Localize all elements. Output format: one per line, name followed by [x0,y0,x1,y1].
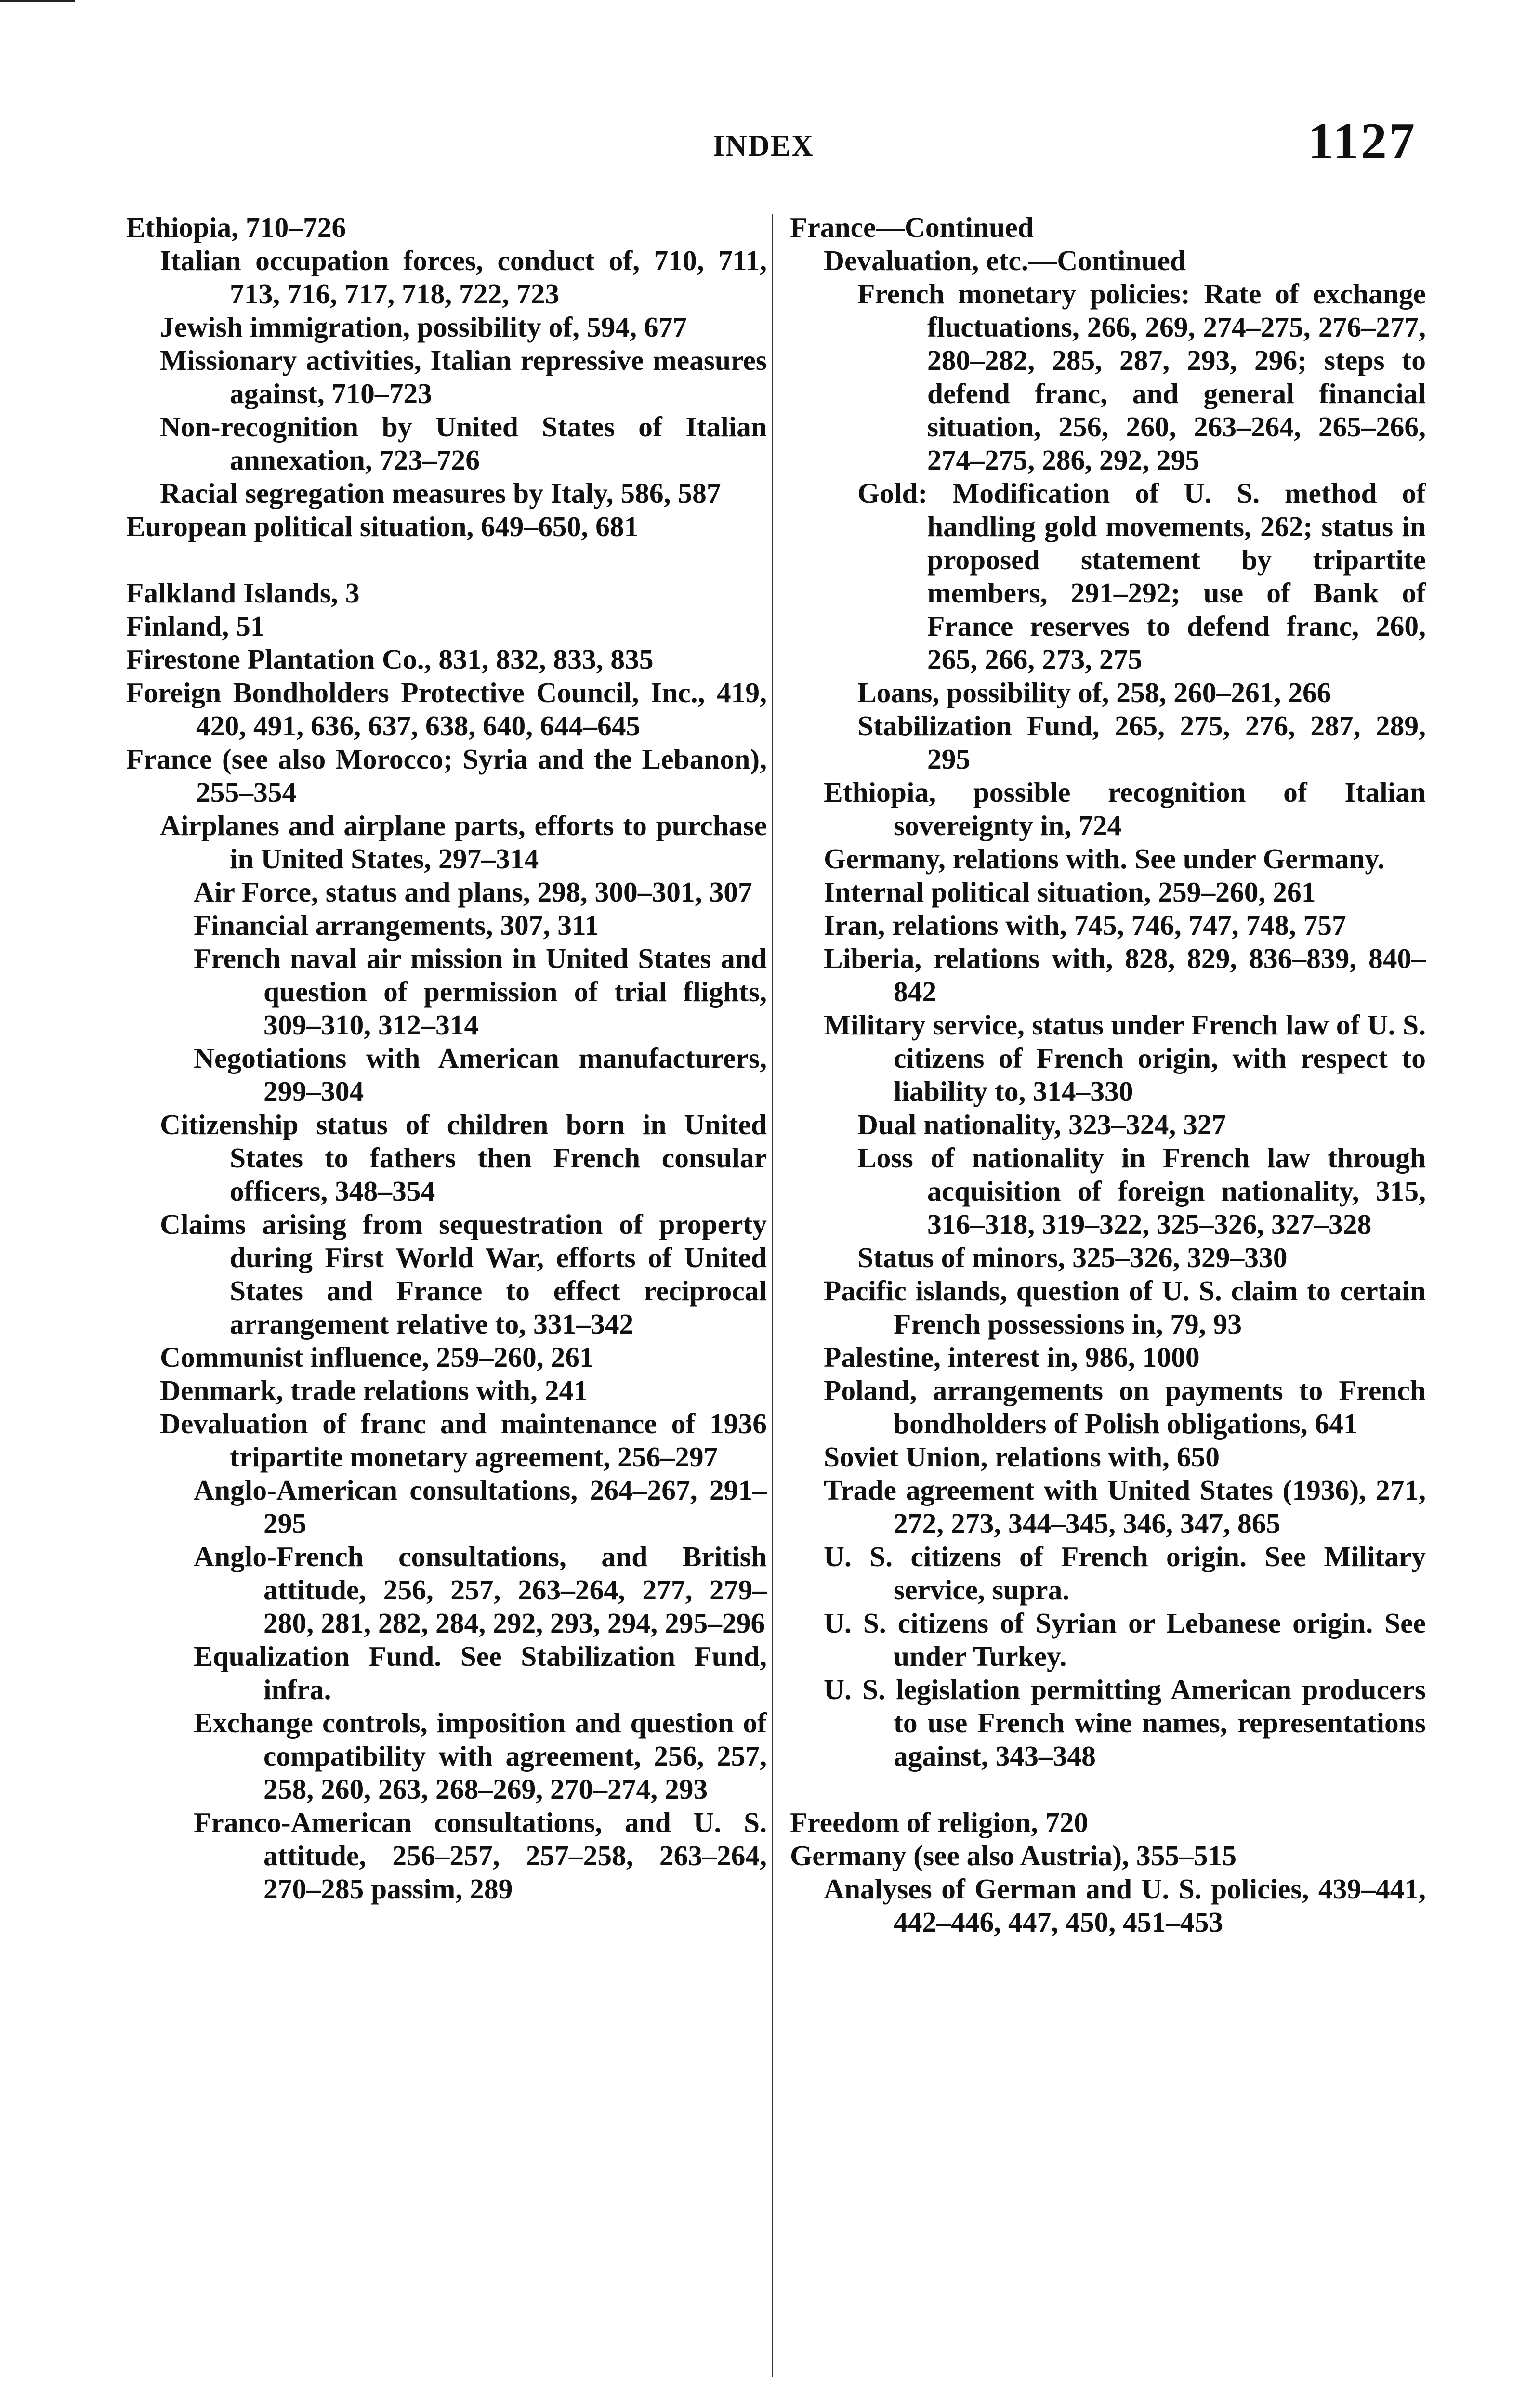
index-subentry: Status of minors, 325–326, 329–330 [857,1242,1288,1273]
column-divider [772,214,773,2377]
index-column-left [126,211,767,1906]
index-subentry: Airplanes and airplane parts, efforts to purchase in United States, 297–314 [160,810,767,875]
index-subentry: Loans, possibility of, 258, 260–261, 266 [857,677,1331,708]
index-subentry: Devaluation of franc and maintenance of 1936 tripartite monetary agreement, 256–297 [160,1408,767,1473]
index-subentry: French monetary policies: Rate of exchange fluctuations, 266, 269, 274–275, 276–277, 280–282, 285, 287, 293, 296; steps to defend franc, and general financial situation, 256, 260, 263–264, 265–266, 274–275, 286, 292, 295 [857,278,1426,476]
index-subentry: Air Force, status and plans, 298, 300–301, 307 [194,876,752,908]
index-subentry: Racial segregation measures by Italy, 586, 587 [160,477,721,509]
page-number: 1127 [1308,113,1417,170]
index-subentry: Military service, status under French law of U. S. citizens of French origin, with respect to liability to, 314–330 [824,1009,1426,1107]
index-subentry: Trade agreement with United States (1936), 271, 272, 273, 344–345, 346, 347, 865 [824,1474,1426,1539]
index-subentry: Loss of nationality in French law through acquisition of foreign nationality, 315, 316–318, 319–322, 325–326, 327–328 [857,1142,1426,1240]
index-subentry: Financial arrangements, 307, 311 [194,909,599,941]
index-entry: Ethiopia, 710–726 [126,211,346,243]
index-subentry: French naval air mission in United States and question of permission of trial flights, 309–310, 312–314 [194,942,767,1041]
index-entry: Freedom of religion, 720 [790,1806,1089,1838]
index-subentry: Ethiopia, possible recognition of Italian sovereignty in, 724 [824,776,1426,841]
index-entry: European political situation, 649–650, 681 [126,510,639,542]
index-subentry: Palestine, interest in, 986, 1000 [824,1341,1200,1373]
index-subentry: Pacific islands, question of U. S. claim to certain French possessions in, 79, 93 [824,1275,1426,1340]
index-subentry: Non-recognition by United States of Italian annexation, 723–726 [160,411,767,476]
scan-corner-mark [0,0,75,2]
index-subentry: Gold: Modification of U. S. method of handling gold movements, 262; status in proposed statement by tripartite members, 291–292; use of Bank of France reserves to defend franc, 260, 265, 266, 273, 275 [857,477,1426,675]
index-entry: France—Continued [790,211,1034,243]
index-subentry: Soviet Union, relations with, 650 [824,1441,1220,1473]
index-subentry: Citizenship status of children born in United States to fathers then French consular officers, 348–354 [160,1109,767,1207]
index-subentry: Italian occupation forces, conduct of, 710, 711, 713, 716, 717, 718, 722, 723 [160,245,767,310]
index-subentry: Germany, relations with. See under Germany. [824,843,1385,875]
index-subentry: U. S. citizens of French origin. See Military service, supra. [824,1541,1426,1606]
index-subentry: Dual nationality, 323–324, 327 [857,1109,1226,1140]
index-entry: Foreign Bondholders Protective Council, Inc., 419, 420, 491, 636, 637, 638, 640, 644–645 [126,677,767,742]
index-subentry: Claims arising from sequestration of property during First World War, efforts of United States and France to effect reciprocal arrangement relative to, 331–342 [160,1208,767,1340]
index-entry: France (see also Morocco; Syria and the Lebanon), 255–354 [126,743,767,808]
index-subentry: Anglo-French consultations, and British attitude, 256, 257, 263–264, 277, 279–280, 281, 282, 284, 292, 293, 294, 295–296 [194,1541,767,1639]
index-subentry: Poland, arrangements on payments to French bondholders of Polish obligations, 641 [824,1374,1426,1440]
index-entry: Falkland Islands, 3 [126,577,360,609]
index-subentry: Missionary activities, Italian repressive measures against, 710–723 [160,344,767,409]
index-column-right [790,211,1426,1939]
index-subentry: Anglo-American consultations, 264–267, 291–295 [194,1474,767,1539]
index-entry: Finland, 51 [126,610,265,642]
index-subentry: Devaluation, etc.—Continued [824,245,1186,276]
running-head: INDEX [713,130,814,162]
index-subentry: Exchange controls, imposition and question of compatibility with agreement, 256, 257, 258, 260, 263, 268–269, 270–274, 293 [194,1707,767,1805]
index-subentry: Equalization Fund. See Stabilization Fund, infra. [194,1640,767,1705]
index-subentry: Denmark, trade relations with, 241 [160,1374,588,1406]
index-entry: Germany (see also Austria), 355–515 [790,1840,1237,1871]
index-subentry: Stabilization Fund, 265, 275, 276, 287, 289, 295 [857,710,1426,775]
index-subentry: Analyses of German and U. S. policies, 439–441, 442–446, 447, 450, 451–453 [824,1873,1426,1938]
index-subentry: Liberia, relations with, 828, 829, 836–839, 840–842 [824,942,1426,1008]
index-subentry: Jewish immigration, possibility of, 594, 677 [160,311,687,343]
index-entry: Firestone Plantation Co., 831, 832, 833, 835 [126,643,654,675]
index-subentry: Iran, relations with, 745, 746, 747, 748, 757 [824,909,1346,941]
index-subentry: Communist influence, 259–260, 261 [160,1341,594,1373]
index-subentry: Internal political situation, 259–260, 261 [824,876,1316,908]
index-subentry: Negotiations with American manufacturers, 299–304 [194,1042,767,1107]
index-subentry: U. S. citizens of Syrian or Lebanese origin. See under Turkey. [824,1607,1426,1672]
index-subentry: Franco-American consultations, and U. S. attitude, 256–257, 257–258, 263–264, 270–285 passim, 289 [194,1806,767,1905]
index-subentry: U. S. legislation permitting American producers to use French wine names, representations against, 343–348 [824,1674,1426,1772]
